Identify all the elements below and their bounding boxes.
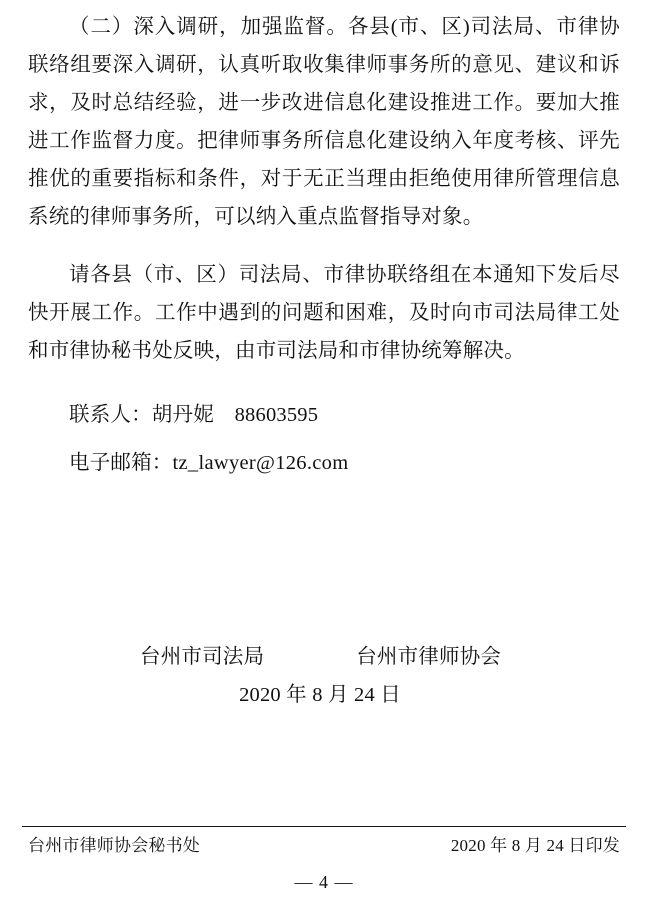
footer-issue-date: 2020 年 8 月 24 日印发 [450, 836, 620, 855]
signature-block [28, 640, 620, 712]
paragraph-spacer [28, 242, 620, 256]
footer [28, 833, 620, 859]
contact-email-line [28, 444, 620, 482]
email-label: 电子邮箱： [69, 452, 173, 474]
contact-person-line: 联系人：胡丹妮 88603595 [69, 404, 319, 426]
signature-right-org: 台州市律师协会 [356, 646, 502, 668]
signature-date: 2020 年 8 月 24 日 [239, 684, 401, 706]
paragraph-2: 请各县（市、区）司法局、市律协联络组在本通知下发后尽快开展工作。工作中遇到的问题和困难，及时向市司法局律工处和市律协秘书处反映，由市司法局和市律协统筹解决。 [28, 264, 620, 362]
footer-issuer: 台州市律师协会秘书处 [28, 836, 200, 855]
footer-divider [22, 826, 626, 827]
signature-orgs [28, 640, 620, 674]
page-number: — 4 — [294, 872, 354, 892]
signature-left-org: 台州市司法局 [140, 646, 265, 668]
paragraph-1: （二）深入调研，加强监督。各县(市、区)司法局、市律协联络组要深入调研，认真听取收集律师事务所的意见、建议和诉求，及时总结经验，进一步改进信息化建设推进工作。要加大推进工作监督力度。把律师事务所信息化建设纳入年度考核、评先推优的重要指标和条件，对于无正当理由拒绝使用律所管理信息系统的律师事务所，可以纳入重点监督指导对象。 [28, 16, 620, 228]
contact-block [28, 396, 620, 482]
email-value: tz_lawyer@126.com [172, 452, 349, 474]
document-body [28, 8, 620, 492]
